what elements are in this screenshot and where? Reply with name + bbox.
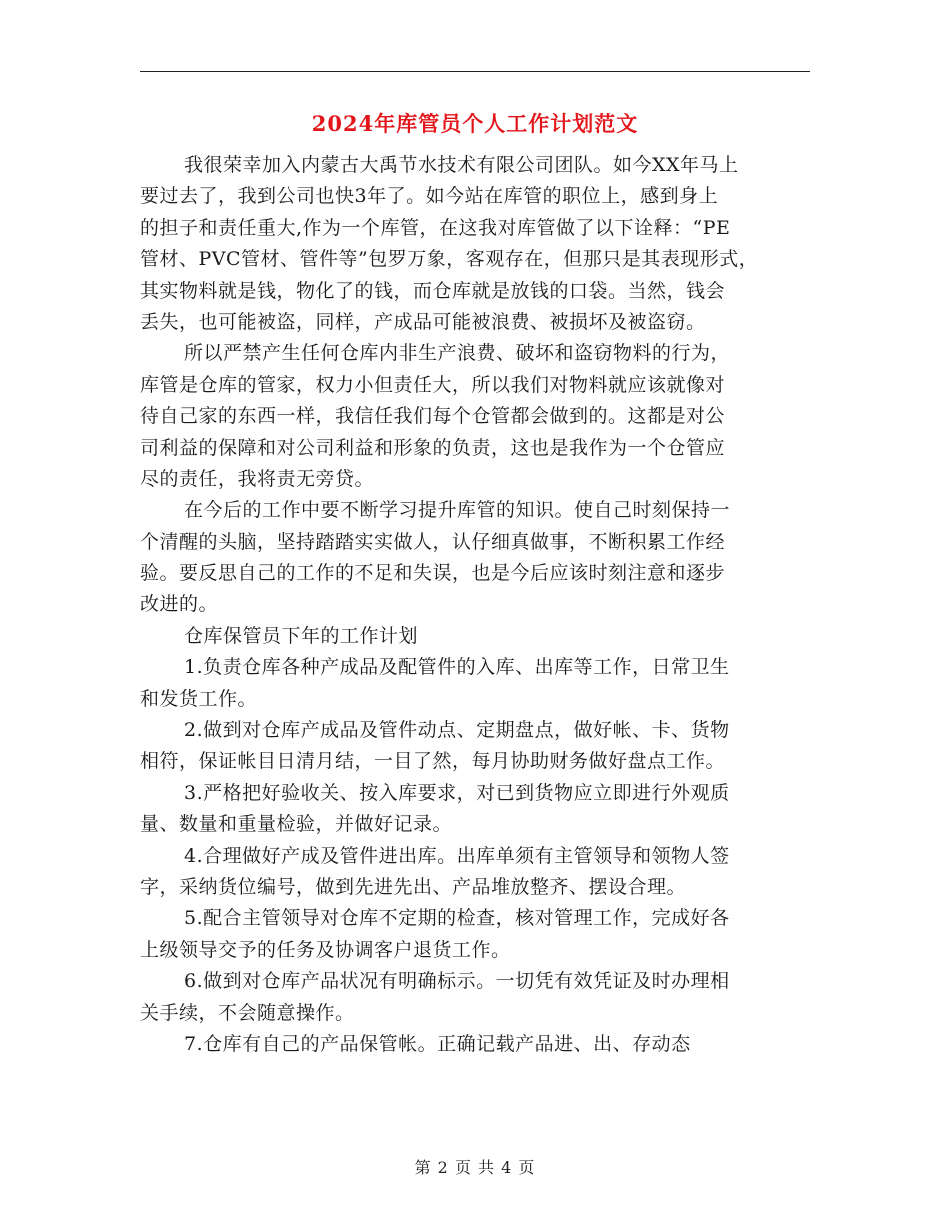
text-line: 字，采纳货位编号，做到先进先出、产品堆放整齐、摆设合理。 [140,875,687,898]
text-line: 库管是仓库的管家，权力小但责任大，所以我们对物料就应该就像对 [140,373,726,396]
text-line: 司利益的保障和对公司利益和形象的负责，这也是我作为一个仓管应 [140,436,726,459]
text-line: 管材、PVC管材、管件等”包罗万象，客观存在，但那只是其表现形式， [140,248,759,271]
text-line: 5.配合主管领导对仓库不定期的检查，核对管理工作，完成好各 [184,907,730,930]
text-line: 改进的。 [140,593,219,616]
text-line: 的担子和责任重大,作为一个库管，在这我对库管做了以下诠释：“PE [140,216,731,239]
text-line: 2.做到对仓库产成品及管件动点、定期盘点，做好帐、卡、货物 [184,719,730,742]
text-line: 4.合理做好产成及管件进出库。出库单须有主管领导和领物人签 [184,844,730,867]
text-line: 尽的责任，我将责无旁贷。 [140,467,375,490]
text-line: 上级领导交予的任务及协调客户退货工作。 [140,938,511,961]
text-line: 其实物料就是钱，物化了的钱，而仓库就是放钱的口袋。当然，钱会 [140,279,726,302]
text-line: 1.负责仓库各种产成品及配管件的入库、出库等工作，日常卫生 [184,656,730,679]
text-line: 要过去了，我到公司也快3年了。如今站在库管的职位上，感到身上 [140,185,719,208]
header-rule [140,71,810,72]
text-line: 相符，保证帐目日清月结，一目了然，每月协助财务做好盘点工作。 [140,750,726,773]
text-line: 验。要反思自己的工作的不足和失误，也是今后应该时刻注意和逐步 [140,562,726,585]
text-line: 6.做到对仓库产品状况有明确标示。一切凭有效凭证及时办理相 [184,970,730,993]
text-line: 7.仓库有自己的产品保管帐。正确记载产品进、出、存动态 [184,1032,691,1055]
document-title: 2024年库管员个人工作计划范文 [311,111,639,136]
text-line: 丢失，也可能被盗，同样，产成品可能被浪费、被损坏及被盗窃。 [140,310,706,333]
text-line: 我很荣幸加入内蒙古大禹节水技术有限公司团队。如今XX年马上 [184,154,739,176]
document-body [140,150,820,1060]
text-line: 待自己家的东西一样，我信任我们每个仓管都会做到的。这都是对公 [140,405,726,428]
text-line: 仓库保管员下年的工作计划 [184,624,419,647]
text-line: 所以严禁产生任何仓库内非生产浪费、破坏和盗窃物料的行为， [184,342,731,365]
text-line: 量、数量和重量检验，并做好记录。 [140,813,453,836]
text-line: 在今后的工作中要不断学习提升库管的知识。使自己时刻保持一 [184,499,731,522]
page-footer: 第 2 页 共 4 页 [414,1158,536,1177]
text-line: 关手续，不会随意操作。 [140,1001,355,1024]
text-line: 个清醒的头脑，坚持踏踏实实做人，认仔细真做事，不断积累工作经 [140,530,726,553]
text-line: 3.严格把好验收关、按入库要求，对已到货物应立即进行外观质 [184,781,730,804]
text-line: 和发货工作。 [140,687,258,710]
